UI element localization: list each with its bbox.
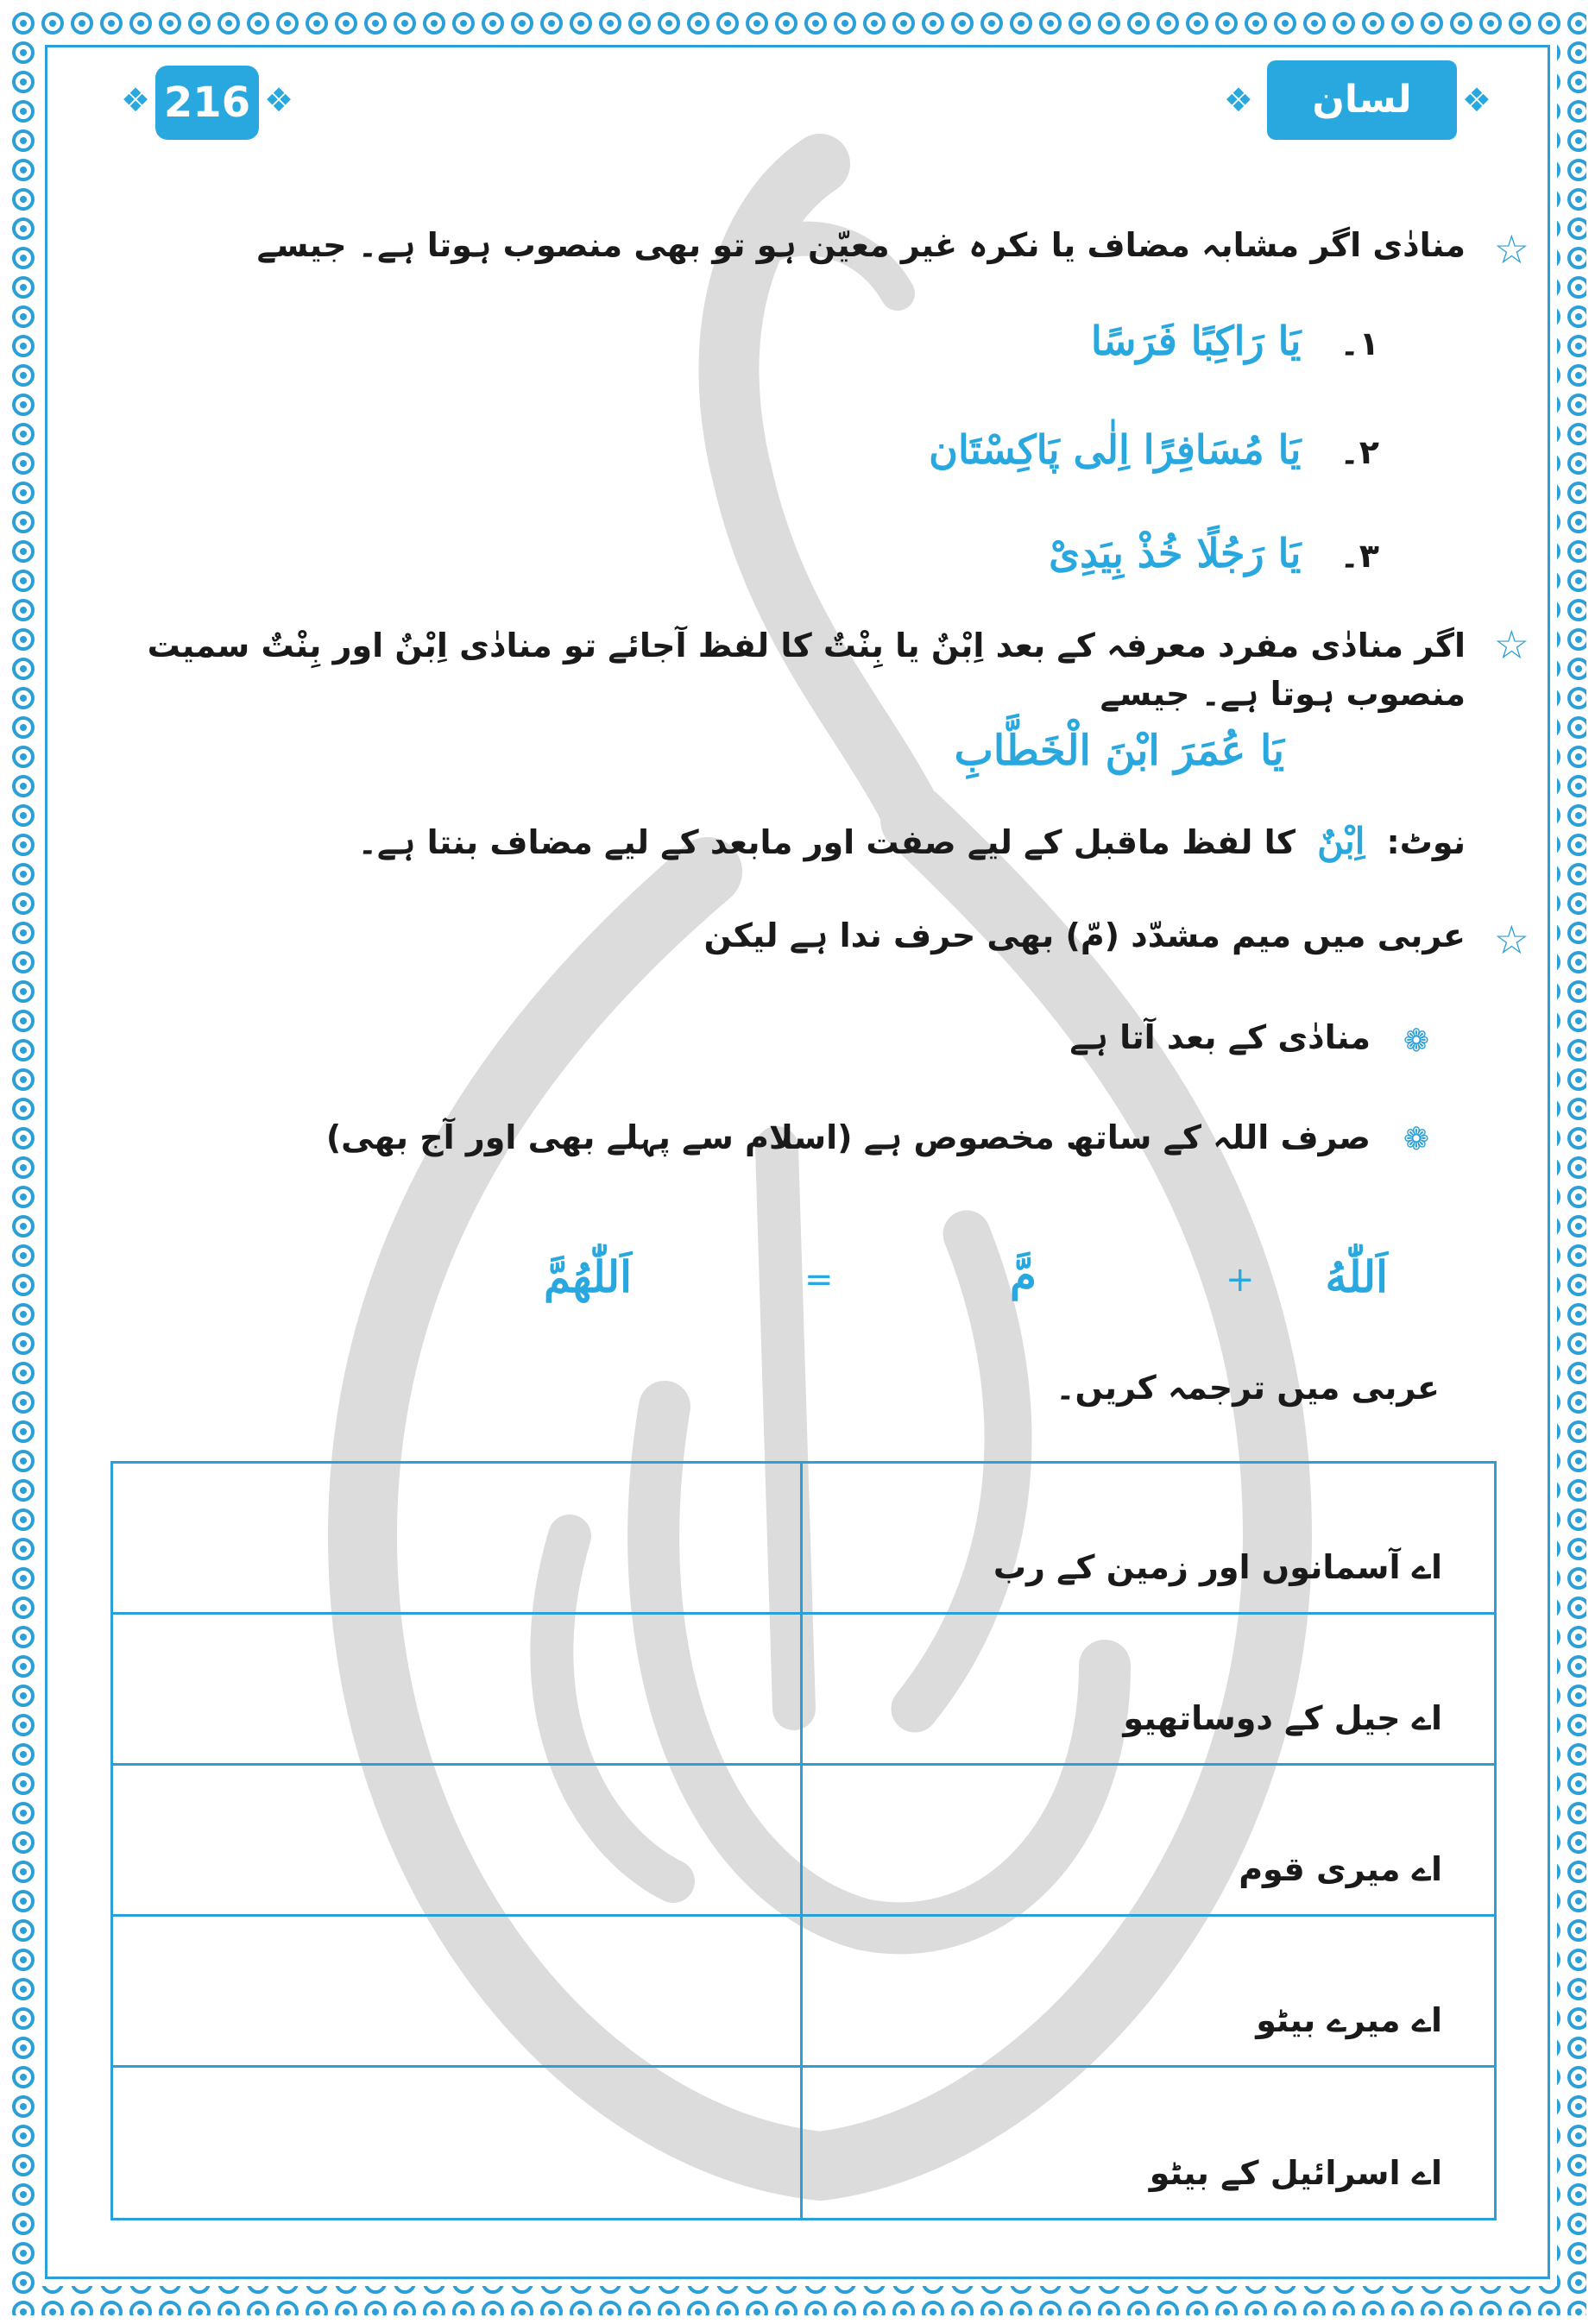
equation-equals: = [804, 1260, 834, 1300]
example-3 [1049, 530, 1379, 576]
answer-cell[interactable] [113, 1766, 800, 1914]
note [171, 820, 1466, 862]
urdu-phrase: اے آسمانوں اور زمین کے رب [993, 1548, 1442, 1586]
answer-cell[interactable] [113, 2068, 800, 2218]
example-2 [929, 426, 1379, 473]
ornament-icon: ❖ [264, 81, 294, 119]
bullet-text-2: صرف اللہ کے ساتھ مخصوص ہے (اسلام سے پہلے بھی اور آج بھی) [325, 1118, 1371, 1156]
rule-text-3: عربی میں میم مشدّد (مّ) بھی حرف ندا ہے لیکن [703, 916, 1466, 954]
urdu-phrase: اے اسرائیل کے بیٹو [1149, 2154, 1442, 2192]
equation-plus: + [1226, 1260, 1255, 1300]
note-label: نوٹ: [1386, 823, 1466, 861]
urdu-phrase: اے میری قوم [1239, 1850, 1442, 1888]
ornament-icon: ❖ [1223, 81, 1253, 119]
equation-term-mim: مَّ [1010, 1250, 1037, 1301]
rule-text-2: اگر منادٰی مفرد معرفہ کے بعد اِبْنٌ یا بِنْتٌ کا لفظ آجائے تو منادٰی اِبْنٌ اور بِنْتٌ سمیت منصوب ہوتا ہے۔ جیسے [147, 627, 1466, 713]
example-arabic: یَا رَجُلًا خُذْ بِیَدِیْ [1049, 530, 1302, 576]
table-row [113, 1464, 1494, 1615]
flower-bullet-icon: ❁ [1403, 1023, 1429, 1059]
example-number: ۳۔ [1340, 537, 1379, 575]
flower-bullet-icon: ❁ [1403, 1122, 1429, 1157]
star-icon: ☆ [1493, 916, 1529, 963]
table-row [113, 1766, 1494, 1917]
example-arabic: یَا رَاکِبًا فَرَسًا [1090, 318, 1302, 364]
equation-term-allah: اَللّٰهُ [1325, 1251, 1388, 1302]
note-word: اِبْنٌ [1317, 820, 1365, 862]
table-row [113, 1615, 1494, 1766]
example-umar: یَا عُمَرَ ابْنَ الْخَطَّابِ [954, 727, 1284, 775]
star-icon: ☆ [1493, 226, 1529, 273]
star-icon: ☆ [1493, 621, 1529, 668]
answer-cell[interactable] [113, 1615, 800, 1763]
urdu-phrase: اے میرے بیٹو [1256, 2001, 1442, 2039]
answer-cell[interactable] [113, 1464, 800, 1612]
rule-text-1: منادٰی اگر مشابہ مضاف یا نکرہ غیر معیّن ہو تو بھی منصوب ہوتا ہے۔ جیسے [256, 226, 1466, 264]
equation-result: اَللّٰهُمَّ [544, 1251, 633, 1302]
example-number: ۱۔ [1340, 324, 1379, 362]
note-text: کا لفظ ماقبل کے لیے صفت اور مابعد کے لیے مضاف بنتا ہے۔ [357, 823, 1296, 861]
example-1 [1091, 318, 1379, 364]
bullet-text-1: منادٰی کے بعد آتا ہے [1069, 1018, 1371, 1056]
example-number: ۲۔ [1340, 433, 1379, 471]
book-title-badge: لسان القرآن [1267, 60, 1457, 140]
ornament-icon: ❖ [1461, 81, 1491, 119]
example-arabic: یَا مُسَافِرًا اِلٰی پَاکِسْتَان [929, 426, 1302, 473]
page-number-badge: 216 [155, 66, 259, 140]
exercise-instruction: عربی میں ترجمہ کریں۔ [1056, 1369, 1440, 1407]
urdu-phrase: اے جیل کے دوساتھیو [1123, 1699, 1442, 1737]
table-row [113, 2068, 1494, 2218]
ornament-icon: ❖ [121, 81, 151, 119]
table-row [113, 1917, 1494, 2068]
answer-cell[interactable] [113, 1917, 800, 2065]
translation-table [110, 1461, 1497, 2220]
